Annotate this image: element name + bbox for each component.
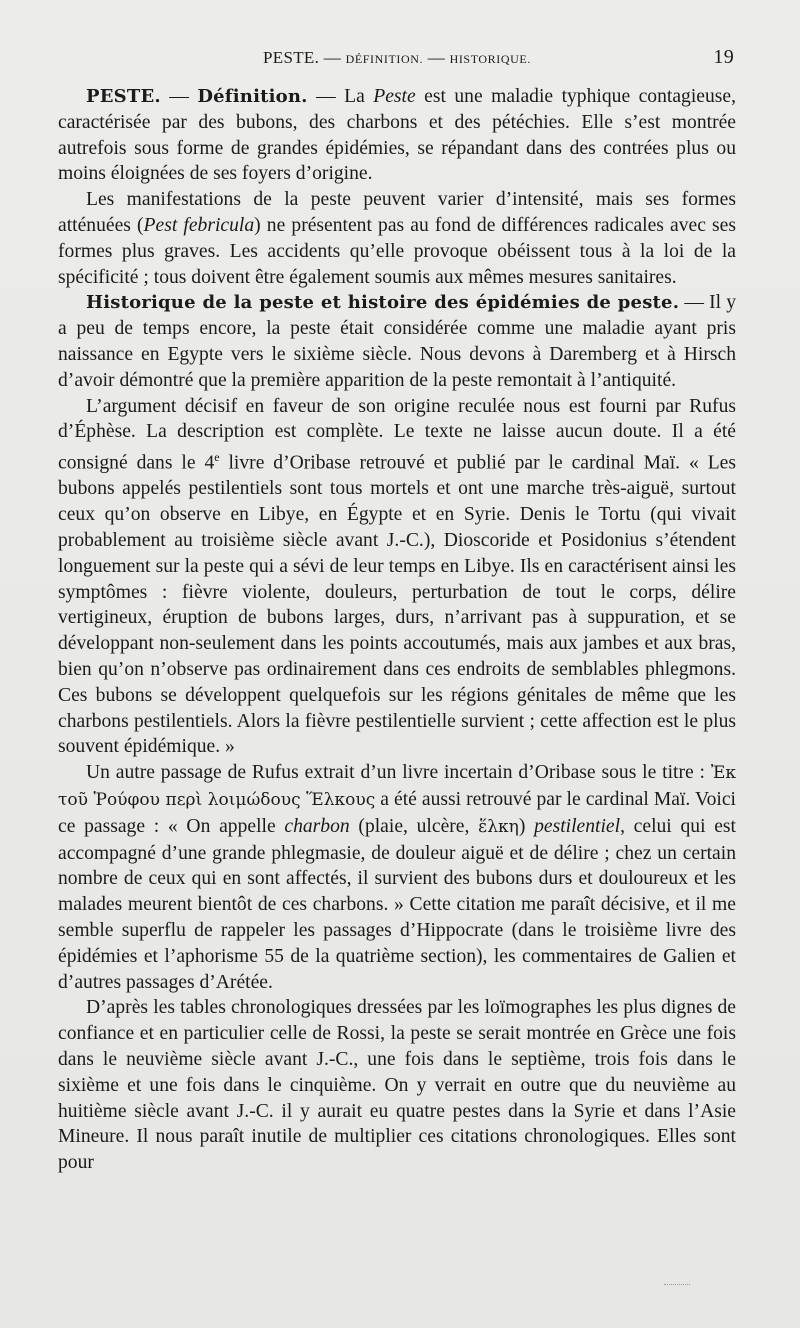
page-number: 19 [713, 46, 734, 68]
term-charbon: charbon [284, 815, 350, 837]
term-peste: Peste [373, 86, 416, 107]
running-title [58, 48, 736, 68]
historique-text: — Il y a peu de temps encore, la peste était considérée comme une maladie ayant pris naissance en Egypte vers le sixième siècle. Nous devons à Daremberg et à Hirsch d’avoir démontré que la première apparition de la peste remontait à l’antiquité. [58, 292, 736, 391]
manifestations-text-a: Les manifestations de la peste peuvent varier d’intensité, mais ses formes atténuées ( [58, 189, 736, 236]
heading-dash: — [160, 86, 198, 107]
charbon-text-e: , celui qui est accompagné d’une grande phlegmasie, de douleur aiguë et de délire ; chez un certain nombre de ceux qui en sont affectés, il survient des bubons durs et douloureux et les malades meurent bientôt de ces charbons. » Cette citation me paraît décisive, et il me semble superflu de rappeler les passages d’Hippocrate (dans le troisième livre des épidémies et l’aphorisme 55 de la quatrième section), les commentaires de Galien et d’autres passages d’Arétée. [58, 815, 736, 993]
running-title-definition: DÉFINITION. [345, 52, 424, 66]
rufus-text-a: L’argument décisif en faveur de son origine reculée nous est fourni par Rufus d’Éphèse. La description est complète. Le texte ne laisse aucun doute. Il a été consigné dans le 4 [58, 395, 736, 474]
charbon-text-b: a été aussi retrouvé par le cardinal Maï. Voici ce passage : « On appelle [58, 789, 736, 837]
greek-title: Ἐκ τοῦ Ῥούφου περὶ λοιμώδους Ἕλκους [58, 763, 736, 811]
ordinal-superscript: e [214, 450, 220, 465]
charbon-text-d: ) [518, 815, 535, 837]
rufus-text-b: livre d’Oribase retrouvé et publié par le cardinal Maï. « Les bubons appelés pestilentiels sont tous mortels et ont une marche très-aiguë, surtout ceux qu’on observe en Libye, en Égypte et en Syrie. Denis le Tortu (qui vivait probablement au troisième siècle avant J.-C.), Dioscoride et Posidonius s’étendent longuement sur la peste qui a sévi de leur temps en Libye. Ils en caractérisent ainsi les symptômes : fièvre violente, douleurs, perturbation de tout le corps, délire vertigineux, éruption de bubons larges, durs, n’arrivant pas à suppuration, et se développant non-seulement dans les points accoutumés, mais aux jambes et aux bras, bien qu’on n’observe pas ordinairement dans ces endroits de semblables phlegmons. Ces bubons se développent quelquefois sur les régions génitales de même que les charbons pestilentiels. Alors la fièvre pestilentielle survient ; cette affection est le plus souvent épidémique. » [58, 452, 736, 758]
running-title-separator: — [319, 48, 346, 67]
paragraph-historique [58, 290, 736, 393]
paragraph-charbon [58, 760, 736, 995]
chronologie-text: D’après les tables chronologiques dressées par les loïmographes les plus dignes de confiance et en particulier celle de Rossi, la peste se serait montrée en Grèce une fois dans le neuvième siècle avant J.-C., une fois dans le septième, trois fois dans le sixième et une fois dans le cinquième. On y verrait en outre que du neuvième au huitième siècle avant J.-C. il y aurait eu quatre pestes dans la Syrie et dans l’Asie Mineure. Il nous paraît inutile de multiplier ces citations chronologiques. Elles sont pour [58, 997, 736, 1174]
charbon-text-c: (plaie, ulcère, [349, 815, 479, 837]
running-title-separator-2: — [423, 48, 450, 67]
section-heading-historique: Historique de la peste et histoire des épidémies de peste. [86, 292, 680, 314]
heading-definition: Définition. [197, 86, 308, 107]
definition-lead: — La [307, 86, 374, 107]
running-title-historique: HISTORIQUE. [449, 52, 531, 66]
body-text [58, 84, 736, 1176]
term-pestilentiel: pestilentiel [534, 815, 621, 837]
paragraph-definition [58, 84, 736, 187]
running-title-main: PESTE. [263, 48, 320, 67]
manifestations-text-b: ) ne présentent pas au fond de différences radicales avec ses formes plus graves. Les accidents qu’elle provoque obéissent tous à la loi de la spécificité ; tous doivent être également soumis aux mêmes mesures sanitaires. [58, 214, 736, 288]
heading-peste: PESTE. [86, 86, 161, 107]
paragraph-manifestations [58, 187, 736, 290]
definition-text: est une maladie typhique contagieuse, caractérisée par des bubons, des charbons et des pétéchies. Elle s’est montrée autrefois sous forme de grandes épidémies, se répandant dans des contrées plus ou moins éloignées de ses foyers d’origine. [58, 86, 736, 185]
running-head [58, 44, 736, 78]
page-smudge [664, 1284, 690, 1288]
charbon-text-a: Un autre passage de Rufus extrait d’un livre incertain d’Oribase sous le titre : [86, 762, 711, 784]
paragraph-chronologie [58, 995, 736, 1176]
paragraph-rufus [58, 394, 736, 761]
term-pest-febricula: Pest febricula [143, 214, 255, 236]
greek-helke: ἕλκη [478, 816, 519, 837]
